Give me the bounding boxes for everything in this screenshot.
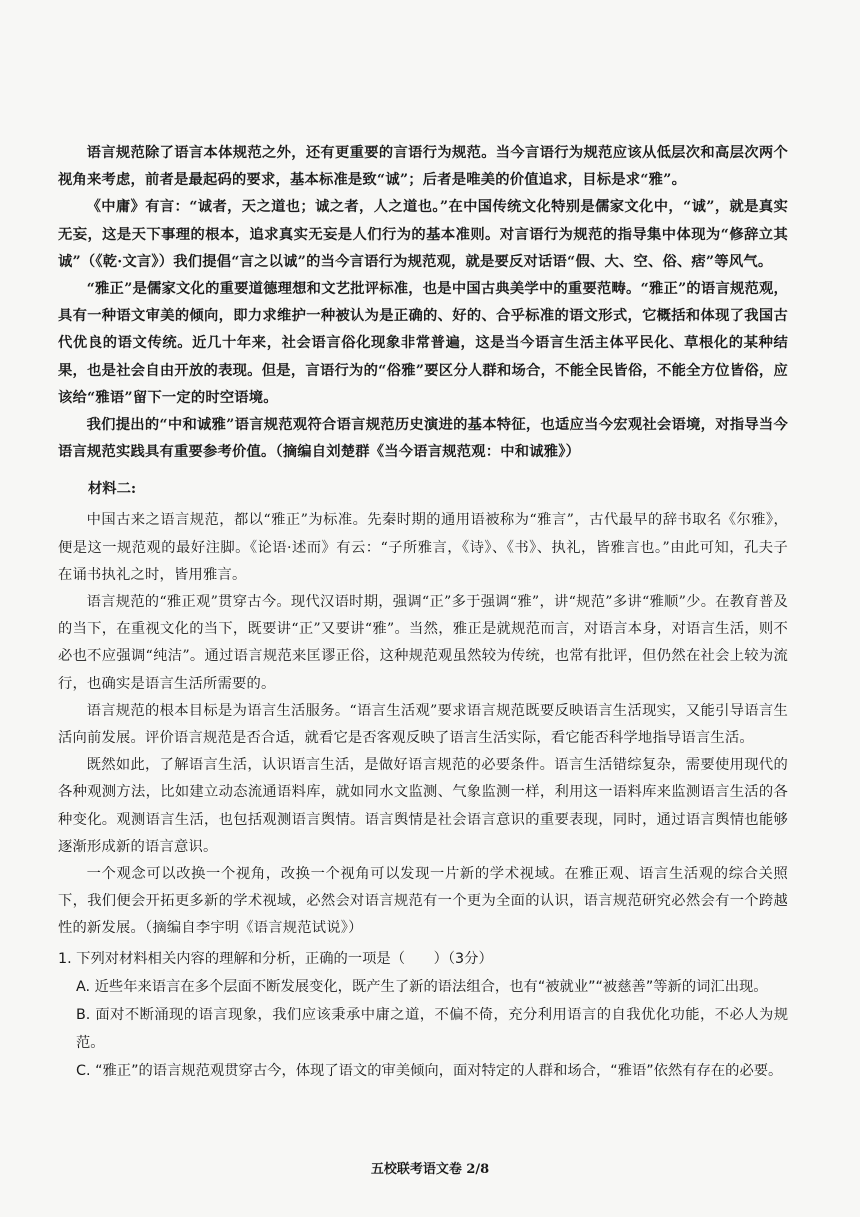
- question-stem: 1. 下列对材料相关内容的理解和分析，正确的一项是（ ）（3分）: [58, 950, 493, 967]
- material2-paragraph-2: 语言规范的“雅正观”贯穿古今。现代汉语时期，强调“正”多于强调“雅”，讲“规范”多讲“雅顺”少。在教育普及的当下，在重视文化的当下，既要讲“正”又要讲“雅”。当然，雅正是就规范而言，对语言本身，对语言生活，则不必也不应强调“纯洁”。通过语言规范来匡谬正俗，这种规范观虽然较为传统，也常有批评，但仍然在社会上较为流行，也确实是语言生活所需要的。: [58, 594, 788, 692]
- material2-paragraph-3: 语言规范的根本目标是为语言生活服务。“语言生活观”要求语言规范既要反映语言生活现实，又能引导语言生活向前发展。评价语言规范是否合适，就看它是否客观反映了语言生活实际，看它能否科学地指导语言生活。: [58, 702, 788, 747]
- material1-paragraph-3: “雅正”是儒家文化的重要道德理想和文艺批评标准，也是中国古典美学中的重要范畴。“雅正”的语言规范观，具有一种语文审美的倾向，即力求维护一种被认为是正确的、好的、合乎标准的语文形式，它概括和体现了我国古代优良的语文传统。近几十年来，社会语言俗化现象非常普遍，这是当今语言生活主体平民化、草根化的某种结果，也是社会自由开放的表现。但是，言语行为的“俗雅”要区分人群和场合，不能全民皆俗，不能全方位皆俗，应该给“雅语”留下一定的时空语境。: [58, 281, 788, 406]
- question-1: [58, 945, 788, 1085]
- material2-label: 材料二:: [88, 481, 137, 498]
- option-b: B. 面对不断涌现的语言现象，我们应该秉承中庸之道，不偏不倚，充分利用语言的自我优化功能，不必人为规范。: [76, 1006, 788, 1051]
- material2-paragraph-5: 一个观念可以改换一个视角，改换一个视角可以发现一片新的学术视域。在雅正观、语言生活观的综合关照下，我们便会开拓更多新的学术视域，必然会对语言规范有一个更为全面的认识，语言规范研究必然会有一个跨越性的新发展。（摘编自李宇明《语言规范试说》）: [58, 866, 788, 937]
- material-two: [58, 476, 788, 942]
- material1-paragraph-4: 我们提出的“中和诚雅”语言规范观符合语言规范历史演进的基本特征，也适应当今宏观社会语境，对指导当今语言规范实践具有重要参考价值。（摘编自刘楚群《当今语言规范观：中和诚雅》）: [58, 417, 788, 461]
- page-footer: 五校联考语文卷 2/8: [370, 1162, 490, 1177]
- material2-paragraph-1: 中国古来之语言规范，都以“雅正”为标准。先秦时期的通用语被称为“雅言”，古代最早的辞书取名《尔雅》，便是这一规范观的最好注脚。《论语·述而》有云：“子所雅言，《诗》、《书》、执礼，皆雅言也。”由此可知，孔夫子在诵书执礼之时，皆用雅言。: [58, 512, 788, 583]
- option-c: C. “雅正”的语言规范观贯穿古今，体现了语文的审美倾向，面对特定的人群和场合，“雅语”依然有存在的必要。: [76, 1062, 783, 1079]
- material1-paragraph-1: 语言规范除了语言本体规范之外，还有更重要的言语行为规范。当今言语行为规范应该从低层次和高层次两个视角来考虑，前者是最起码的要求，基本标准是致“诚”；后者是唯美的价值追求，目标是求“雅”。: [58, 145, 788, 189]
- material-one: [58, 140, 788, 466]
- material2-paragraph-4: 既然如此，了解语言生活，认识语言生活，是做好语言规范的必要条件。语言生活错综复杂，需要使用现代的各种观测方法，比如建立动态流通语料库，就如同水文监测、气象监测一样，利用这一语料库来监测语言生活的各种变化。观测语言生活，也包括观测语言舆情。语言舆情是社会语言意识的重要表现，同时，通过语言舆情也能够逐渐形成新的语言意识。: [58, 757, 788, 855]
- option-a: A. 近些年来语言在多个层面不断发展变化，既产生了新的语法组合，也有“被就业”“被慈善”等新的词汇出现。: [76, 978, 768, 995]
- material1-paragraph-2: 《中庸》有言：“诚者，天之道也；诚之者，人之道也。”在中国传统文化特别是儒家文化中，“诚”，就是真实无妄，这是天下事理的根本，追求真实无妄是人们行为的基本准则。对言语行为规范的指导集中体现为“修辞立其诚”（《乾·文言》）我们提倡“言之以诚”的当今言语行为规范观，就是要反对话语“假、大、空、俗、痞”等风气。: [58, 199, 788, 270]
- page-content: [58, 140, 788, 1085]
